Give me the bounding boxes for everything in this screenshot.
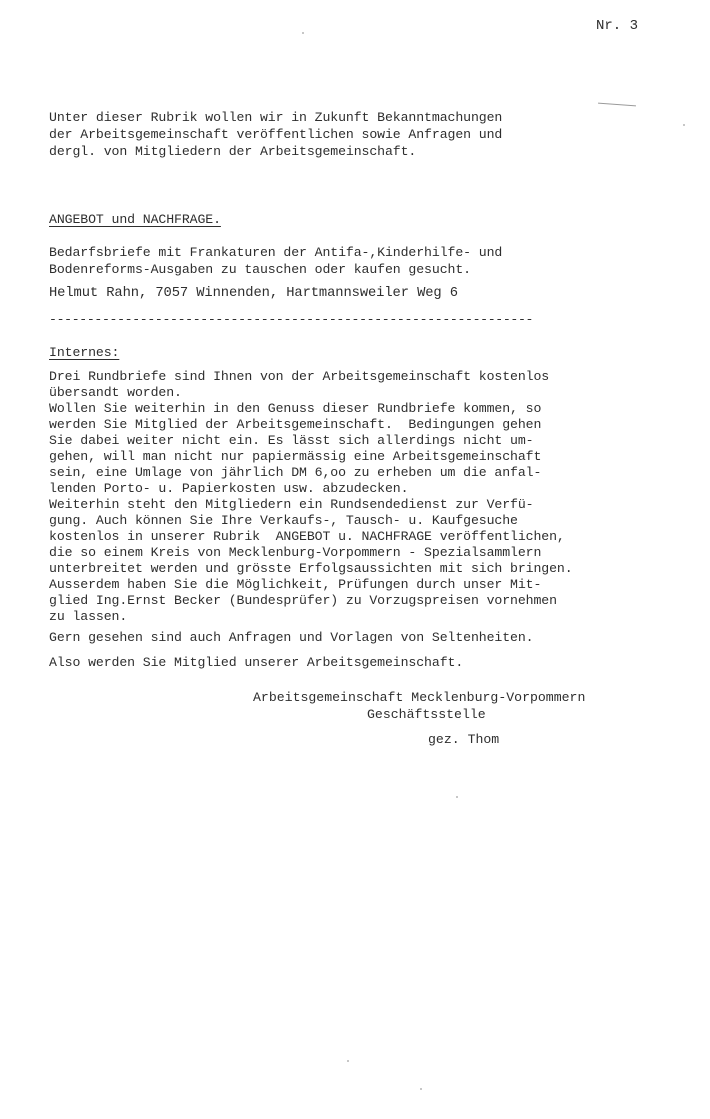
internes-heading: Internes: [49,345,120,360]
internes-line: lenden Porto- u. Papierkosten usw. abzudecken. [49,481,409,496]
internes-line: Sie dabei weiter nicht ein. Es lässt sich allerdings nicht um- [49,433,534,448]
internes-line: unterbreitet werden und grösste Erfolgsaussichten mit sich bringen. [49,561,573,576]
internes-line: Ausserdem haben Sie die Möglichkeit, Prüfungen durch unser Mit- [49,577,542,592]
paper-speck [456,796,458,798]
internes-line: werden Sie Mitglied der Arbeitsgemeinschaft. Bedingungen gehen [49,417,542,432]
internes-line: kostenlos in unserer Rubrik ANGEBOT u. NACHFRAGE veröffentlichen, [49,529,565,544]
signature-signed: gez. Thom [428,732,500,747]
internes-line: Gern gesehen sind auch Anfragen und Vorlagen von Seltenheiten. [49,630,534,645]
internes-line: übersandt worden. [49,385,182,400]
angebot-line: Bodenreforms-Ausgaben zu tauschen oder kaufen gesucht. [49,262,471,277]
intro-line: Unter dieser Rubrik wollen wir in Zukunft Bekanntmachungen [49,110,503,125]
page-number: Nr. 3 [596,18,639,34]
paper-speck [347,1060,349,1062]
internes-line: die so einem Kreis von Mecklenburg-Vorpommern - Spezialsammlern [49,545,542,560]
internes-line: Wollen Sie weiterhin in den Genuss dieser Rundbriefe kommen, so [49,401,542,416]
paper-speck [302,32,304,34]
internes-line: Drei Rundbriefe sind Ihnen von der Arbeitsgemeinschaft kostenlos [49,369,550,384]
internes-line: gehen, will man nicht nur papiermässig eine Arbeitsgemeinschaft [49,449,542,464]
internes-line: zu lassen. [49,609,128,624]
internes-line: glied Ing.Ernst Becker (Bundesprüfer) zu Vorzugspreisen vornehmen [49,593,557,608]
signature-department: Geschäftsstelle [367,707,486,722]
pen-stroke-mark [598,103,636,107]
internes-line: gung. Auch können Sie Ihre Verkaufs-, Tausch- u. Kaufgesuche [49,513,518,528]
angebot-heading: ANGEBOT und NACHFRAGE. [49,212,221,227]
paper-speck [683,124,685,126]
internes-line: Weiterhin steht den Mitgliedern ein Rundsendedienst zur Verfü- [49,497,534,512]
angebot-contact: Helmut Rahn, 7057 Winnenden, Hartmannsweiler Weg 6 [49,286,458,301]
paper-speck [420,1088,422,1090]
intro-line: dergl. von Mitgliedern der Arbeitsgemeinschaft. [49,144,417,159]
angebot-line: Bedarfsbriefe mit Frankaturen der Antifa-,Kinderhilfe- und [49,245,503,260]
internes-closing: Also werden Sie Mitglied unserer Arbeitsgemeinschaft. [49,655,464,670]
intro-line: der Arbeitsgemeinschaft veröffentlichen sowie Anfragen und [49,127,503,142]
signature-organization: Arbeitsgemeinschaft Mecklenburg-Vorpommern [253,690,586,705]
internes-line: sein, eine Umlage von jährlich DM 6,oo zu erheben um die anfal- [49,465,542,480]
section-separator: ---------------------------------------------------------------- [49,312,534,327]
